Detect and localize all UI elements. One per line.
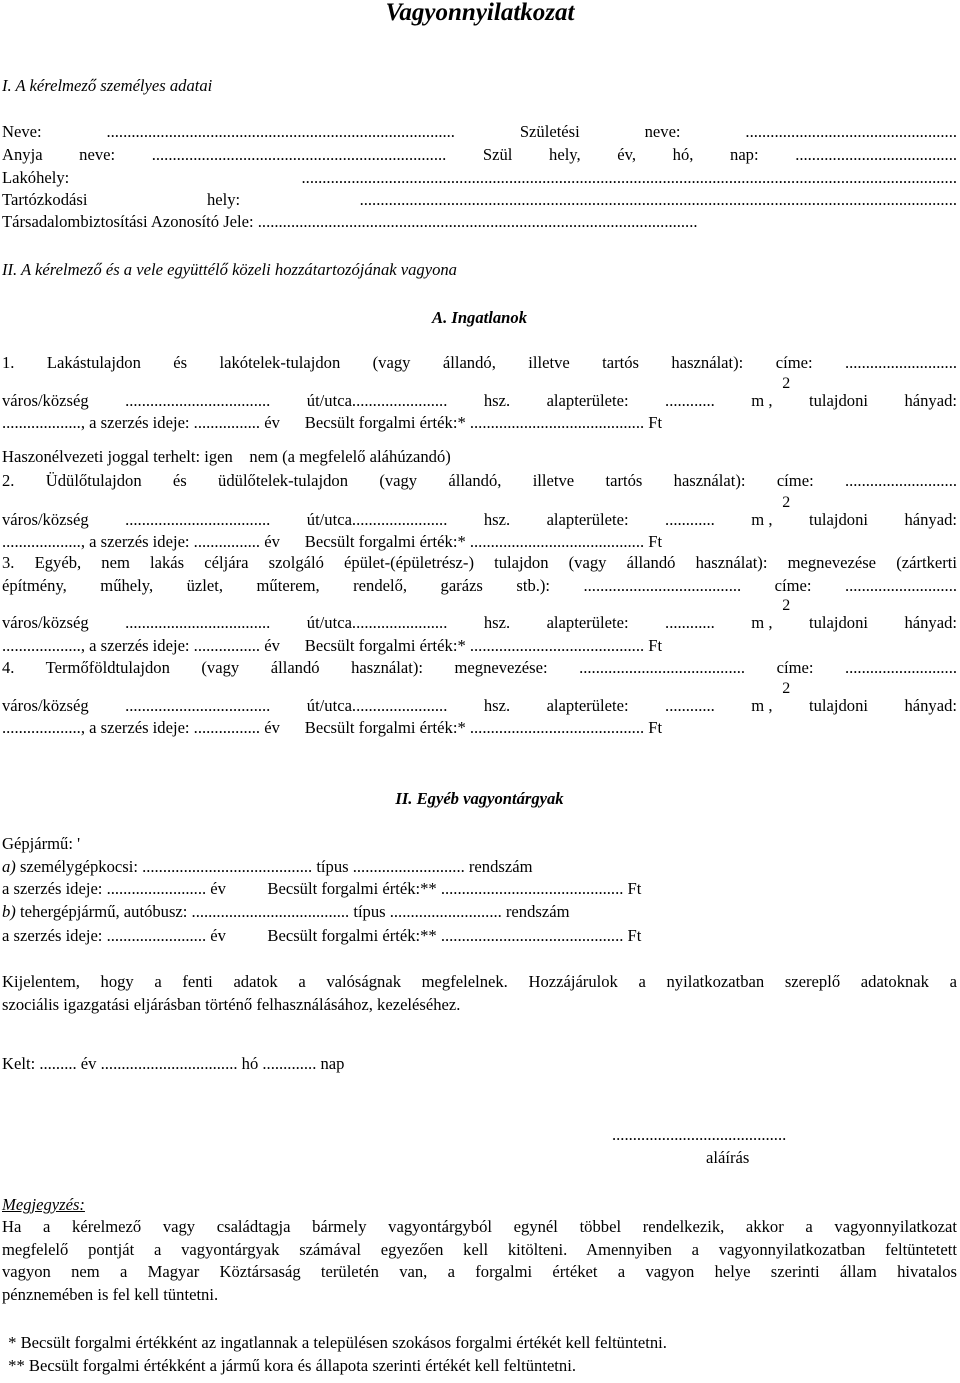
notes-line-3: vagyon nem a Magyar Köztársaság területén van, a forgalmi értéket a vagyon helye szerinti állam hivatalos (2, 1262, 957, 1281)
item-3-title: 3. Egyéb, nem lakás céljára szolgáló épület-(épületrész-) tulajdon (vagy állandó használat): megnevezése (zártkerti (2, 553, 957, 572)
field-line-taj: Társadalombiztosítási Azonosító Jele: .......................................................................................................... (2, 212, 702, 231)
item-2-address: város/község ................................... út/utca....................... hsz. alapterülete: ............ m 2 , tulajdoni hányad: (2, 494, 957, 529)
item-1-address: város/község ................................... út/utca....................... hsz. alapterülete: ............ m 2 , tulajdoni hányad: (2, 375, 957, 410)
signature-label: aláírás (706, 1148, 750, 1167)
item-2-value: ..................., a szerzés ideje: ................ év Becsült forgalmi érték:* .......................................... Ft (2, 532, 663, 551)
declaration-line-1: Kijelentem, hogy a fenti adatok a valóságnak megfelelnek. Hozzájárulok a nyilatkozatban szereplő adatoknak a (2, 972, 957, 991)
notes-heading: Megjegyzés: (2, 1195, 85, 1214)
subheading-real-estate: A. Ingatlanok (432, 308, 527, 327)
field-line-name: Neve: .................................................................................... Születési neve: ................................................... (2, 122, 957, 141)
item-4-value: ..................., a szerzés ideje: ................ év Becsült forgalmi érték:* .......................................... Ft (2, 718, 663, 737)
item-3-address: város/község ................................... út/utca....................... hsz. alapterülete: ............ m 2 , tulajdoni hányad: (2, 597, 957, 632)
item-3-value: ..................., a szerzés ideje: ................ év Becsült forgalmi érték:* .......................................... Ft (2, 636, 663, 655)
page-title: Vagyonnyilatkozat (385, 0, 575, 26)
field-line-mother: Anyja neve: ....................................................................... Szül hely, év, hó, nap: ....................................... (2, 145, 957, 164)
item-1-value: ..................., a szerzés ideje: ................ év Becsült forgalmi érték:* .......................................... Ft (2, 413, 663, 432)
item-2-title: 2. Üdülőtulajdon és üdülőtelek-tulajdon (vagy állandó, illetve tartós használat): címe: ........................... (2, 471, 957, 490)
item-4-title: 4. Termőföldtulajdon (vagy állandó használat): megnevezése: ........................................ címe: ........................... (2, 658, 957, 677)
encumbrance-line: Haszonélvezeti joggal terhelt: igen nem (a megfelelő aláhúzandó) (2, 447, 451, 466)
footnote-2: ** Becsült forgalmi értékként a jármű kora és állapota szerinti értékét kell feltüntetni. (4, 1356, 576, 1375)
car-line: a) személygépkocsi: ......................................... típus ........................... rendszám (2, 857, 533, 876)
truck-line: b) tehergépjármű, autóbusz: ...................................... típus ........................... rendszám (2, 902, 570, 921)
signature-dots: .......................................... (612, 1125, 787, 1144)
section-heading-personal: I. A kérelmező személyes adatai (2, 76, 213, 95)
field-line-stay: Tartózkodási hely: ................................................................................................................................................ (2, 190, 957, 209)
notes-line-4: pénznemében is fel kell tüntetni. (2, 1285, 219, 1304)
field-line-residence: Lakóhely: .............................................................................................................................................................. (2, 168, 957, 187)
item-1-title: 1. Lakástulajdon és lakótelek-tulajdon (vagy állandó, illetve tartós használat): címe: ........................... (2, 353, 957, 372)
item-4-address: város/község ................................... út/utca....................... hsz. alapterülete: ............ m 2 , tulajdoni hányad: (2, 680, 957, 715)
section-heading-assets: II. A kérelmező és a vele együttélő közeli hozzátartozójának vagyona (2, 260, 457, 279)
notes-line-1: Ha a kérelmező vagy családtagja bármely vagyontárgyból egynél többel rendelkezik, akkor a vagyonnyilatkozat (2, 1217, 957, 1236)
date-line: Kelt: ......... év ................................. hó ............. nap (2, 1054, 345, 1073)
section-heading-other-assets: II. Egyéb vagyontárgyak (395, 789, 564, 808)
declaration-line-2: szociális igazgatási eljárásban történő felhasználásához, kezeléséhez. (2, 995, 461, 1014)
truck-value-line: a szerzés ideje: ........................ év Becsült forgalmi érték:** ............................................ Ft (2, 926, 642, 945)
item-3-title-cont: építmény, műhely, üzlet, műterem, rendelő, garázs stb.): ...................................... címe: ........................... (2, 576, 957, 595)
notes-line-2: megfelelő pontját a vagyontárgyak számával egyezően kell kitölteni. Amennyiben a vagyonnyilatkozatban feltüntetett (2, 1240, 957, 1259)
footnote-1: * Becsült forgalmi értékként az ingatlannak a településen szokásos forgalmi értékét kell feltüntetni. (4, 1333, 667, 1352)
vehicle-label: Gépjármű: ' (2, 834, 81, 853)
car-value-line: a szerzés ideje: ........................ év Becsült forgalmi érték:** ............................................ Ft (2, 879, 642, 898)
